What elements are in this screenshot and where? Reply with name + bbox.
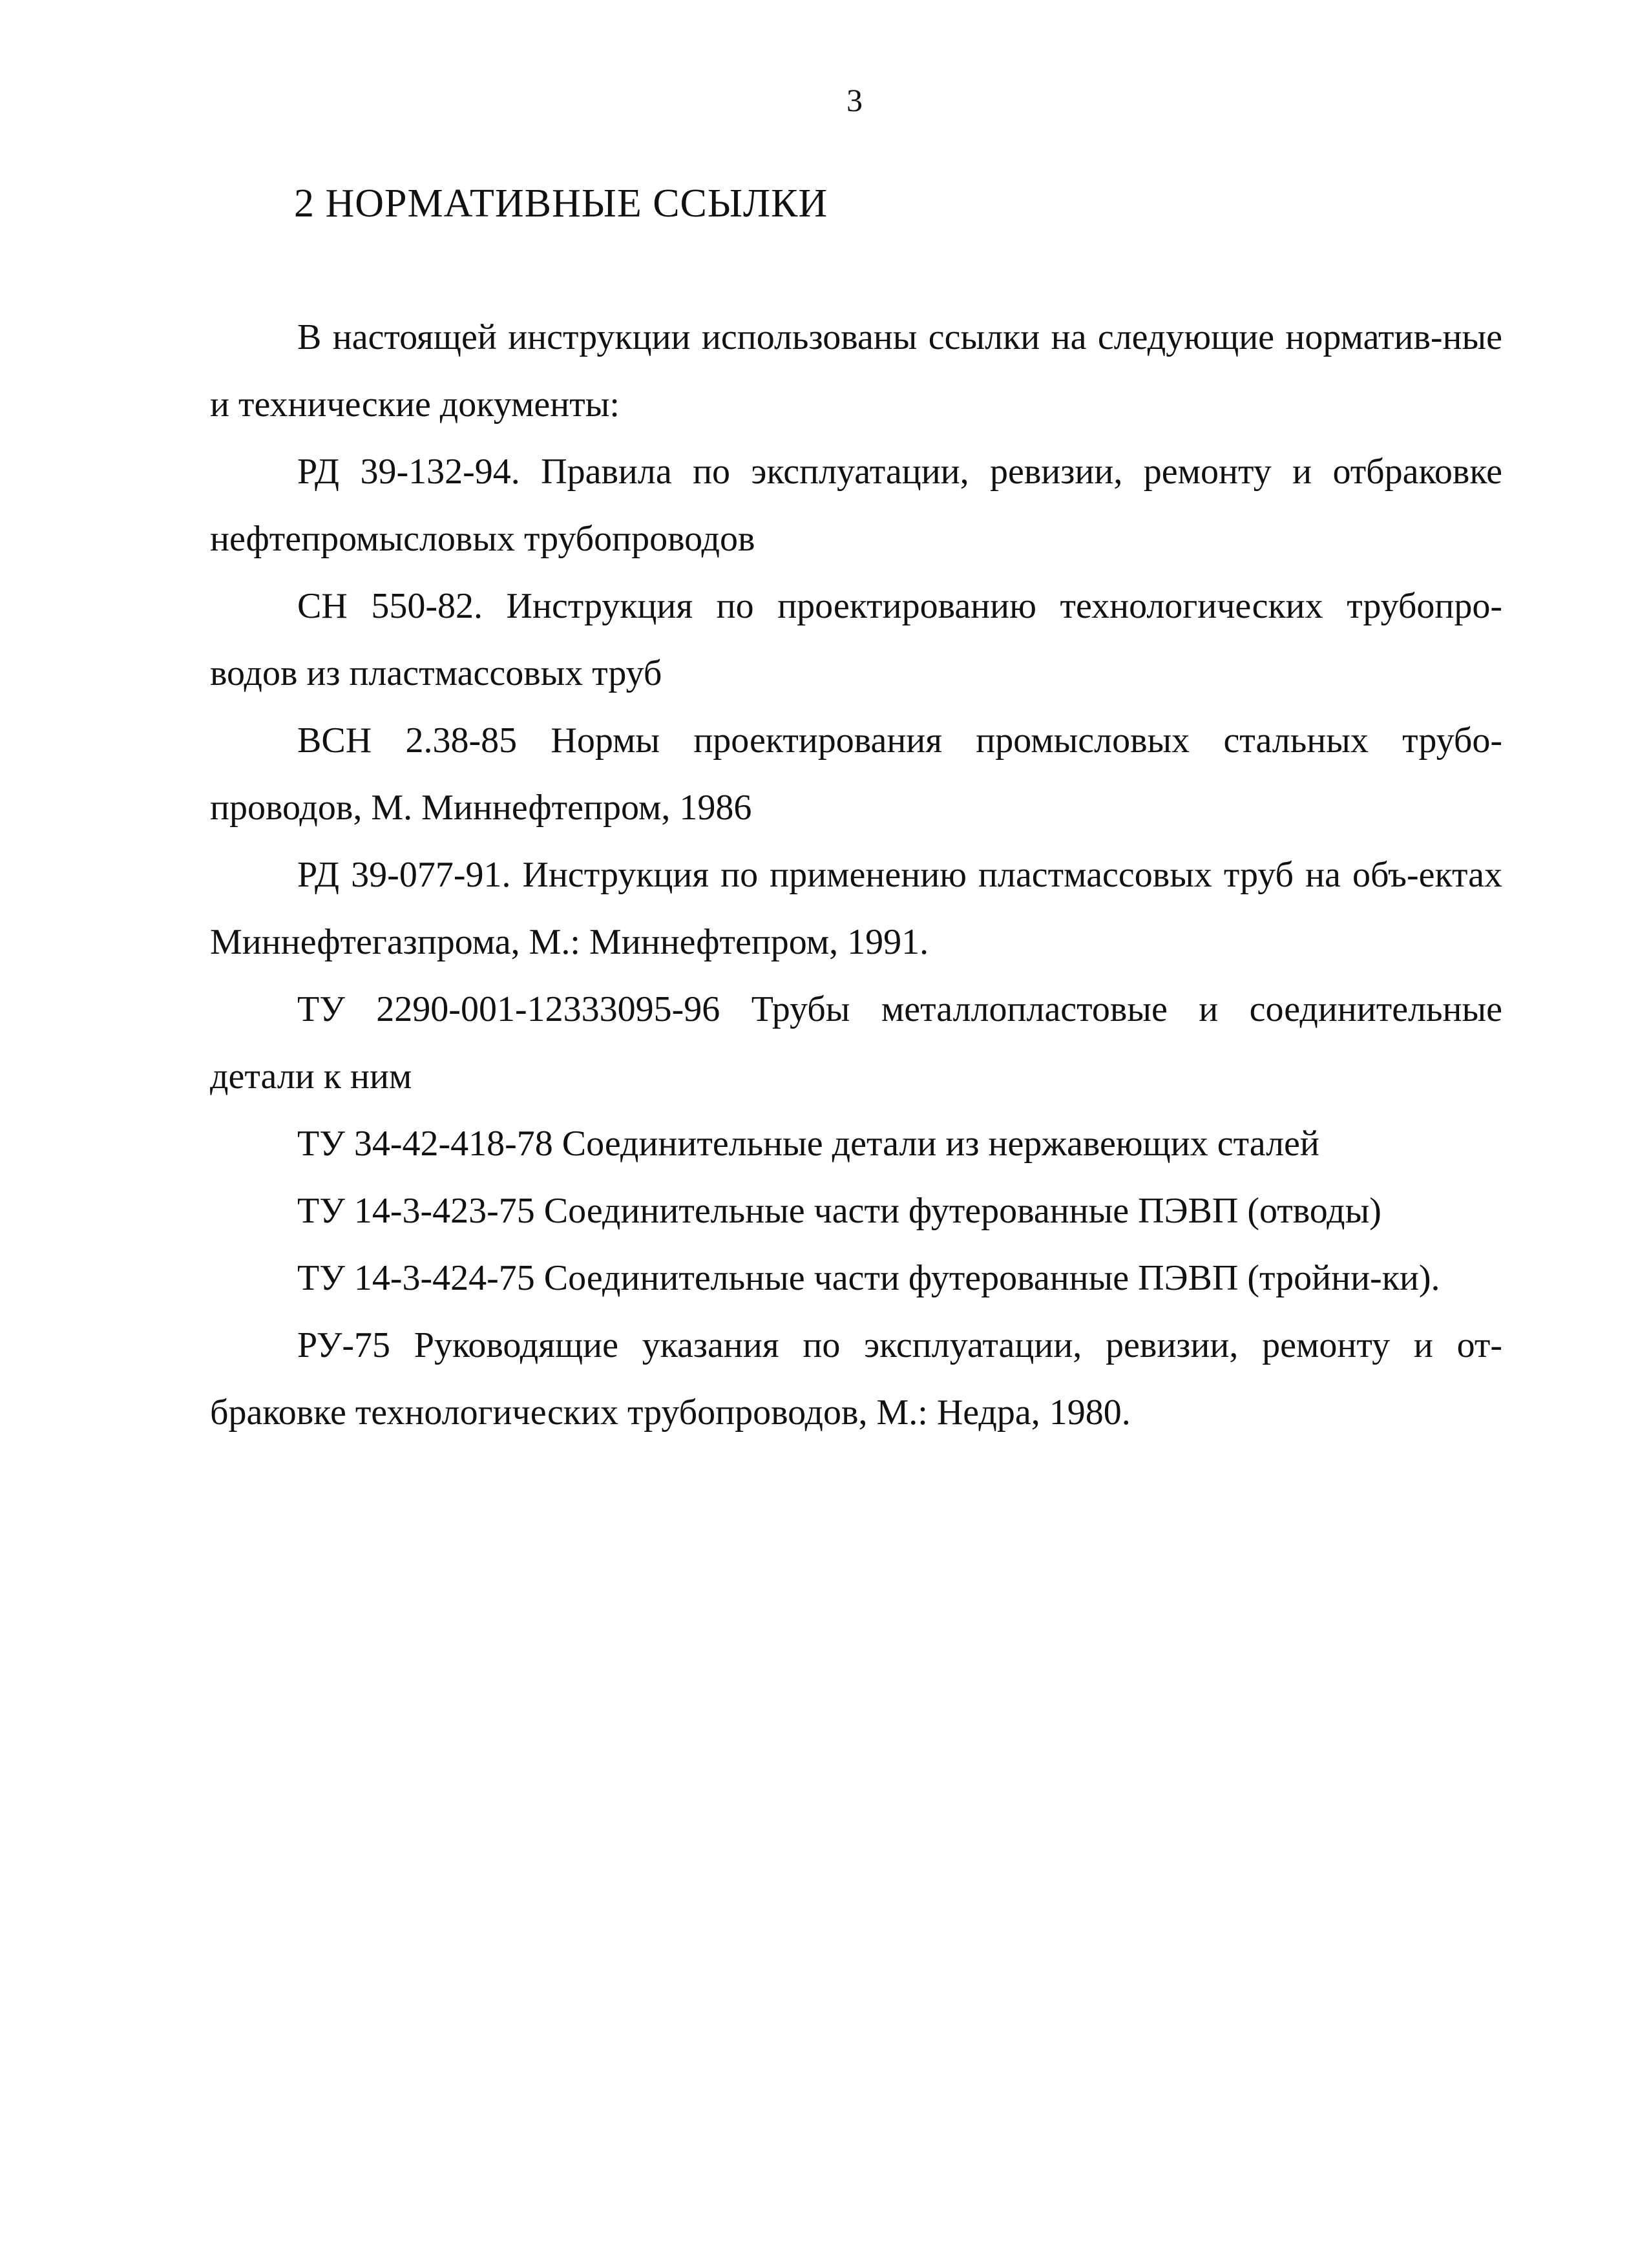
intro-paragraph: В настоящей инструкции использованы ссылки на следующие норматив-ные и технические документы:	[210, 317, 1502, 425]
page-number: 3	[846, 82, 863, 118]
reference-tu-34-42-418-78: ТУ 34-42-418-78 Соединительные детали из нержавеющих сталей	[297, 1124, 1319, 1164]
reference-ru-75: РУ-75 Руководящие указания по эксплуатации, ревизии, ремонту и от-браковке технологических трубопроводов, М.: Недра, 1980.	[210, 1325, 1502, 1433]
reference-vsn-2-38-85: ВСН 2.38-85 Нормы проектирования промысловых стальных трубо-проводов, М. Миннефтепром, 1986	[210, 720, 1502, 828]
reference-tu-2290-001: ТУ 2290-001-12333095-96 Трубы металлопластовые и соединительные детали к ним	[210, 989, 1502, 1097]
reference-rd-39-077-91: РД 39-077-91. Инструкция по применению пластмассовых труб на объ-ектах Миннефтегазпрома, М.: Миннефтепром, 1991.	[210, 855, 1502, 962]
reference-sn-550-82: СН 550-82. Инструкция по проектированию технологических трубопро-водов из пластмассовых труб	[210, 586, 1502, 693]
reference-tu-14-3-423-75: ТУ 14-3-423-75 Соединительные части футерованные ПЭВП (отводы)	[297, 1191, 1381, 1231]
reference-tu-14-3-424-75: ТУ 14-3-424-75 Соединительные части футерованные ПЭВП (тройни-ки).	[297, 1258, 1440, 1298]
normative-references-body	[210, 304, 1502, 1446]
section-title: 2 НОРМАТИВНЫЕ ССЫЛКИ	[294, 182, 828, 226]
reference-rd-39-132-94: РД 39-132-94. Правила по эксплуатации, ревизии, ремонту и отбраковке нефтепромысловых трубопроводов	[210, 452, 1502, 559]
